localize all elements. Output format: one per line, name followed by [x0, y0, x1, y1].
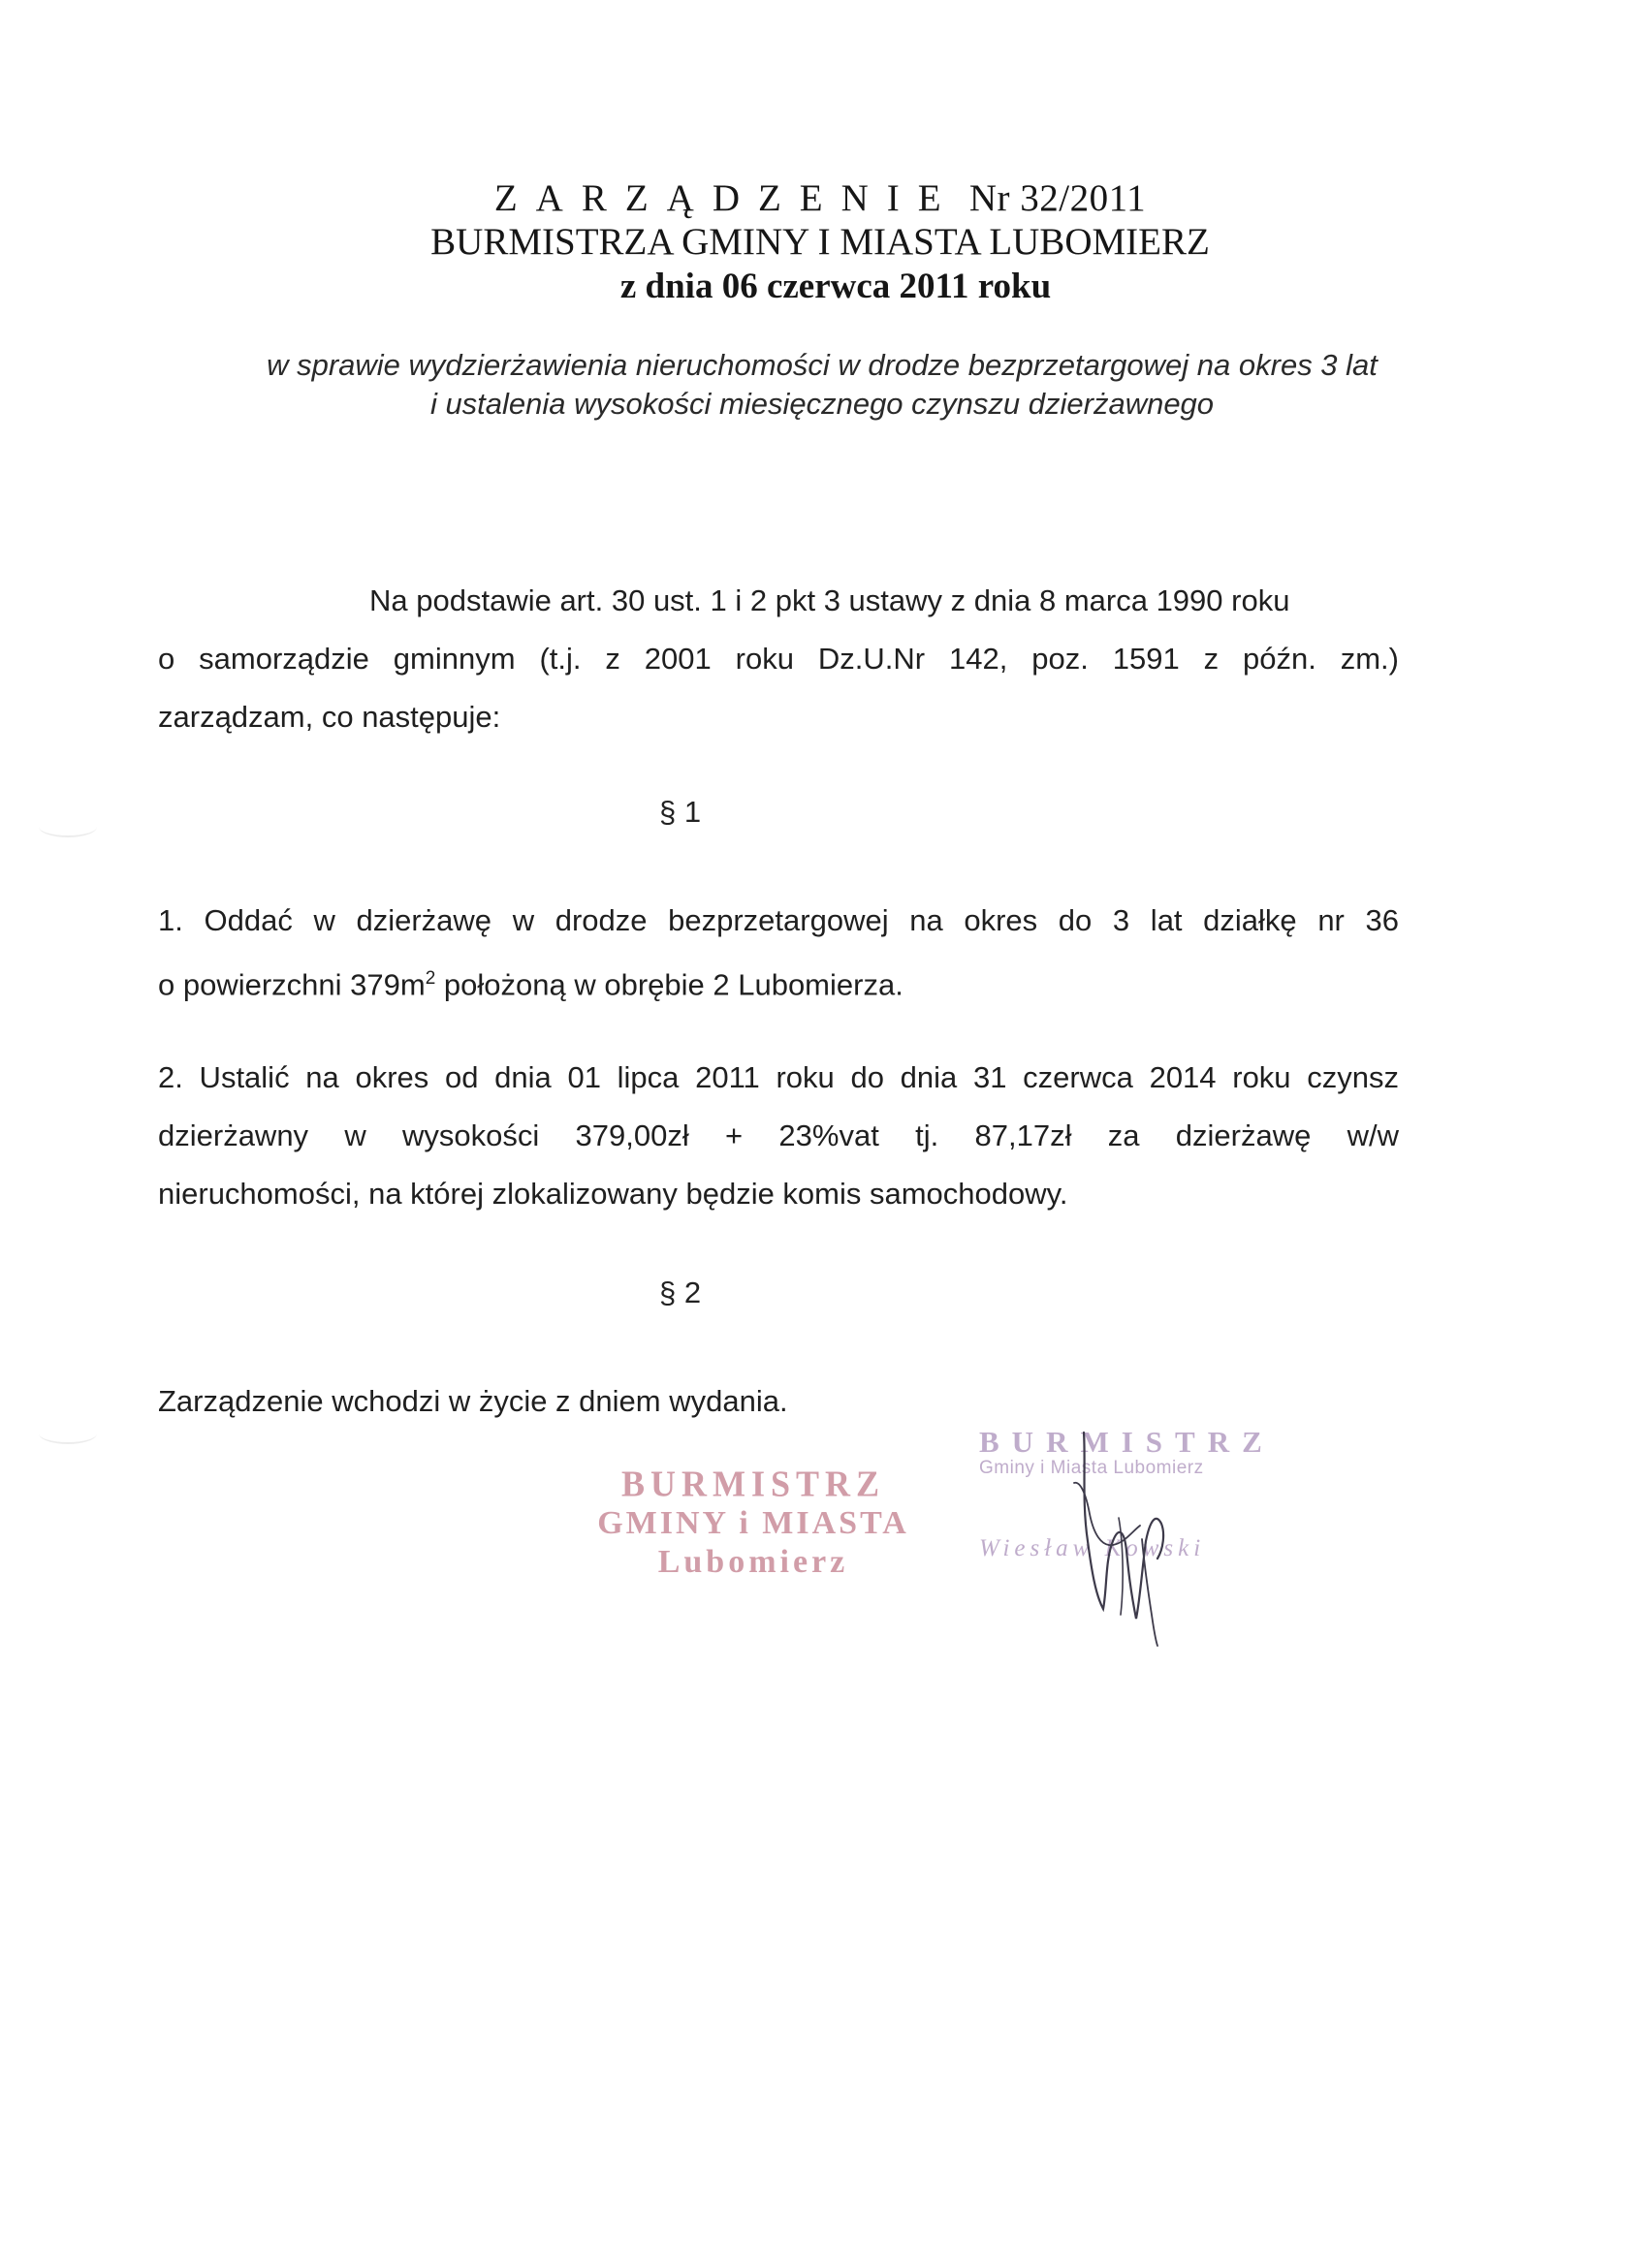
effective-date-text: Zarządzenie wchodzi w życie z dniem wydania.: [158, 1384, 788, 1418]
office-stamp: [593, 1464, 913, 1582]
item-1-line-2: [158, 950, 903, 1014]
item-1-location-text: położoną w obrębie 2 Lubomierza.: [435, 967, 903, 1002]
item-1-area-text: o powierzchni 379m: [158, 967, 426, 1002]
document-date: z dnia 06 czerwca 2011 roku: [619, 267, 1052, 306]
item-2-line-3: nieruchomości, na której zlokalizowany będzie komis samochodowy.: [158, 1177, 1068, 1211]
title-word: ZARZĄDZENIE: [493, 177, 960, 219]
item-2-line-1: 2. Ustalić na okres od dnia 01 lipca 2011 roku do dnia 31 czerwca 2014 roku czynsz: [158, 1060, 1399, 1094]
preamble-line-3: zarządzam, co następuje:: [158, 700, 501, 734]
preamble-line-1: Na podstawie art. 30 ust. 1 i 2 pkt 3 ustawy z dnia 8 marca 1990 roku: [369, 583, 1290, 617]
scan-edge-mark: [39, 816, 97, 837]
office-stamp-line-1: BURMISTRZ: [620, 1464, 886, 1504]
office-stamp-line-2: GMINY i MIASTA: [597, 1505, 909, 1541]
section-1-mark: § 1: [659, 795, 702, 829]
section-2-mark: § 2: [659, 1276, 702, 1309]
name-stamp-line-1: BURMISTRZ: [979, 1425, 1275, 1459]
scan-edge-mark: [39, 1423, 97, 1444]
subject-line-2: i ustalenia wysokości miesięcznego czynszu dzierżawnego: [429, 387, 1215, 421]
office-stamp-line-3: Lubomierz: [657, 1544, 849, 1580]
name-stamp-line-2: Gminy i Miasta Lubomierz: [979, 1458, 1204, 1478]
handwritten-signature-icon: [1057, 1425, 1202, 1648]
item-2-line-2: dzierżawny w wysokości 379,00zł + 23%vat tj. 87,17zł za dzierżawę w/w: [158, 1118, 1399, 1152]
subject-line-1: w sprawie wydzierżawienia nieruchomości w drodze bezprzetargowej na okres 3 lat: [267, 348, 1378, 382]
document-title: [0, 176, 1644, 220]
title-number: Nr 32/2011: [968, 177, 1147, 219]
item-1-line-1: 1. Oddać w dzierżawę w drodze bezprzetargowej na okres do 3 lat działkę nr 36: [158, 903, 1399, 937]
preamble-line-2: o samorządzie gminnym (t.j. z 2001 roku Dz.U.Nr 142, poz. 1591 z późn. zm.): [158, 642, 1399, 676]
issuing-authority: BURMISTRZA GMINY I MIASTA LUBOMIERZ: [430, 221, 1210, 263]
name-stamp-line-3: Wiesław Kowski: [979, 1535, 1206, 1561]
item-1-area-superscript: 2: [425, 968, 436, 989]
